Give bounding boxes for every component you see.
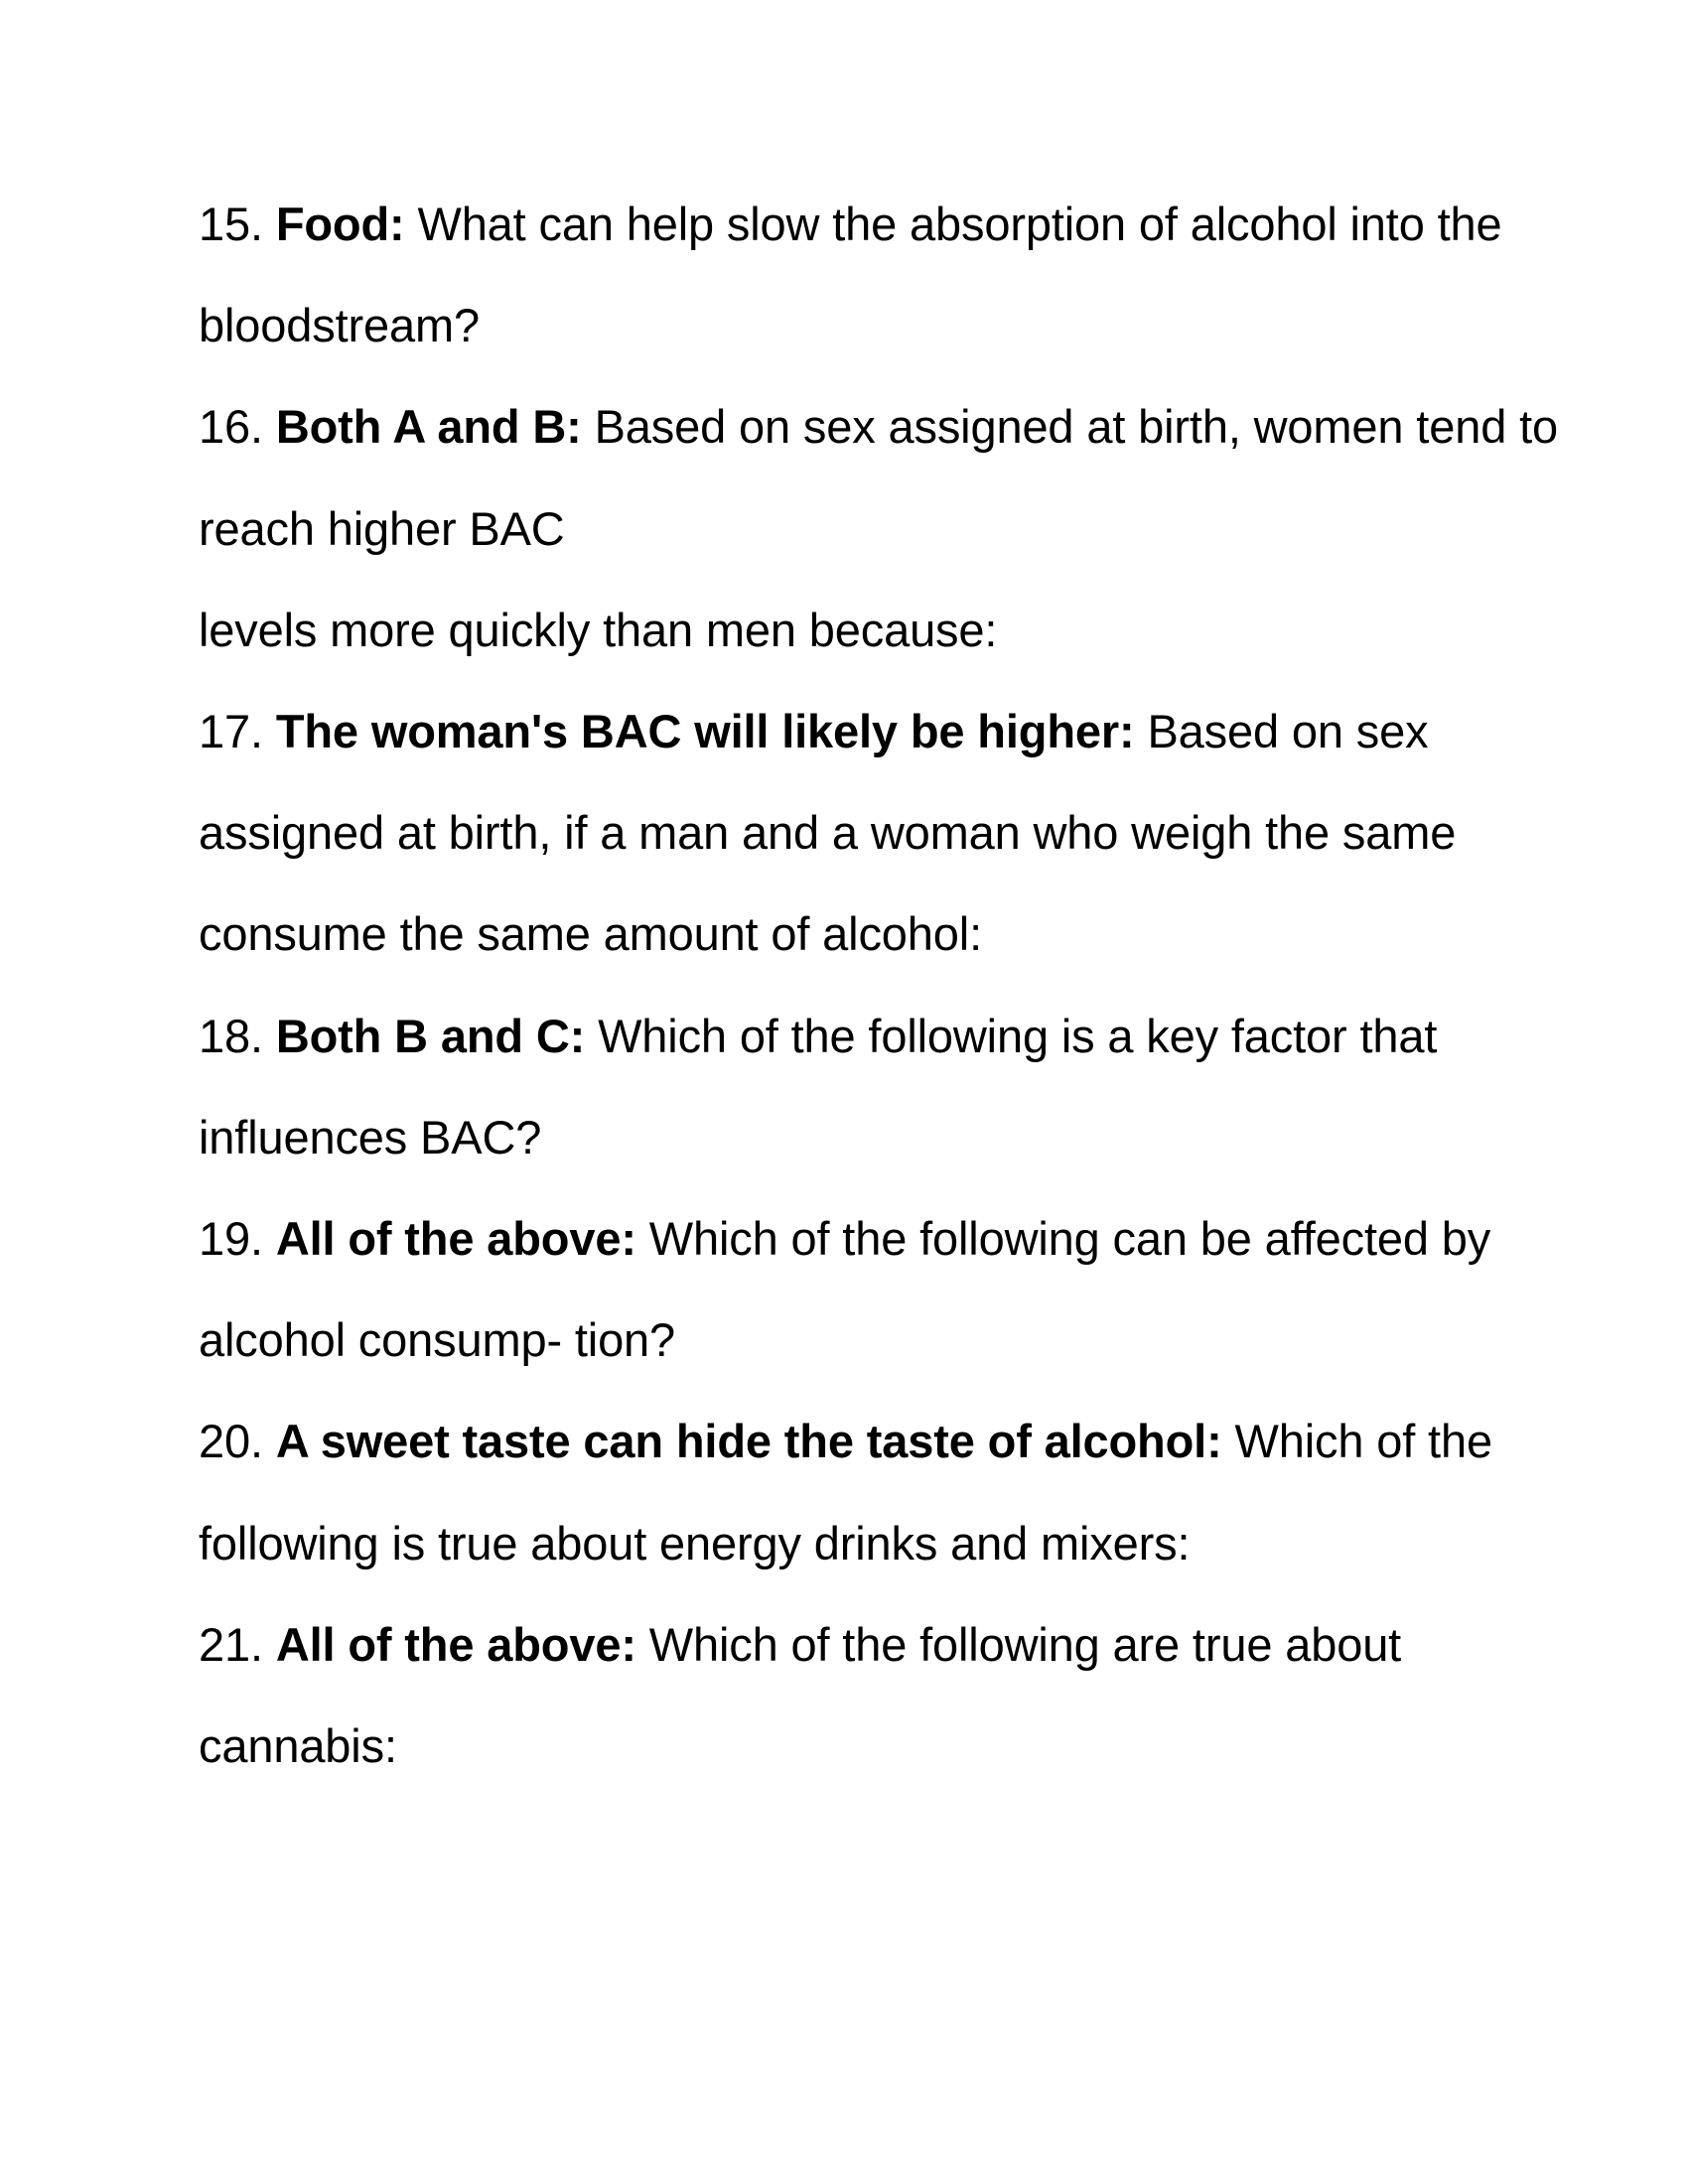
item-15-line-2 [199, 296, 480, 355]
item-21-line-1 [199, 1615, 1401, 1675]
item-20-line-2 [199, 1514, 1190, 1573]
item-answer: Both A and B: [275, 400, 582, 453]
item-question-continued: levels more quickly than men because: [199, 604, 998, 656]
item-question-continued: consume the same amount of alcohol: [199, 907, 982, 960]
item-number: 15. [199, 198, 263, 250]
item-answer: Both B and C: [275, 1010, 586, 1062]
item-question-continued: influences BAC? [199, 1111, 542, 1163]
item-number: 18. [199, 1010, 263, 1062]
item-17-line-2 [199, 803, 1456, 863]
item-17-line-1 [199, 702, 1428, 761]
item-answer: All of the above: [275, 1212, 636, 1265]
item-question-continued: alcohol consump- tion? [199, 1313, 676, 1366]
item-18-line-2 [199, 1108, 541, 1167]
item-16-line-1 [199, 397, 1558, 457]
item-number: 16. [199, 400, 263, 453]
item-question-continued: bloodstream? [199, 299, 480, 351]
item-question-continued: following is true about energy drinks and mixers: [199, 1517, 1191, 1570]
item-19-line-2 [199, 1310, 675, 1370]
item-number: 19. [199, 1212, 263, 1265]
item-15-line-1 [199, 195, 1502, 254]
item-question-continued: reach higher BAC [199, 502, 565, 555]
item-answer: All of the above: [275, 1618, 636, 1671]
item-number: 17. [199, 705, 263, 757]
item-21-line-2 [199, 1716, 397, 1776]
item-18-line-1 [199, 1007, 1437, 1066]
item-question-continued: assigned at birth, if a man and a woman who weigh the same [199, 806, 1457, 859]
item-number: 20. [199, 1415, 263, 1467]
item-question: Which of the following is a key factor that [598, 1010, 1438, 1062]
item-question: Which of the following can be affected by [648, 1212, 1491, 1265]
item-17-line-3 [199, 904, 982, 964]
item-question: Based on sex assigned at birth, women tend to [594, 400, 1558, 453]
item-20-line-1 [199, 1412, 1492, 1471]
item-answer: Food: [275, 198, 405, 250]
item-19-line-1 [199, 1209, 1490, 1269]
item-question: Which of the [1234, 1415, 1492, 1467]
item-16-line-3 [199, 601, 997, 660]
item-question: Which of the following are true about [648, 1618, 1402, 1671]
item-question: What can help slow the absorption of alcohol into the [417, 198, 1502, 250]
item-number: 21. [199, 1618, 263, 1671]
item-question-continued: cannabis: [199, 1719, 397, 1772]
item-answer: The woman's BAC will likely be higher: [275, 705, 1135, 757]
item-16-line-2 [199, 499, 565, 559]
item-question: Based on sex [1147, 705, 1429, 757]
item-answer: A sweet taste can hide the taste of alcohol: [275, 1415, 1222, 1467]
